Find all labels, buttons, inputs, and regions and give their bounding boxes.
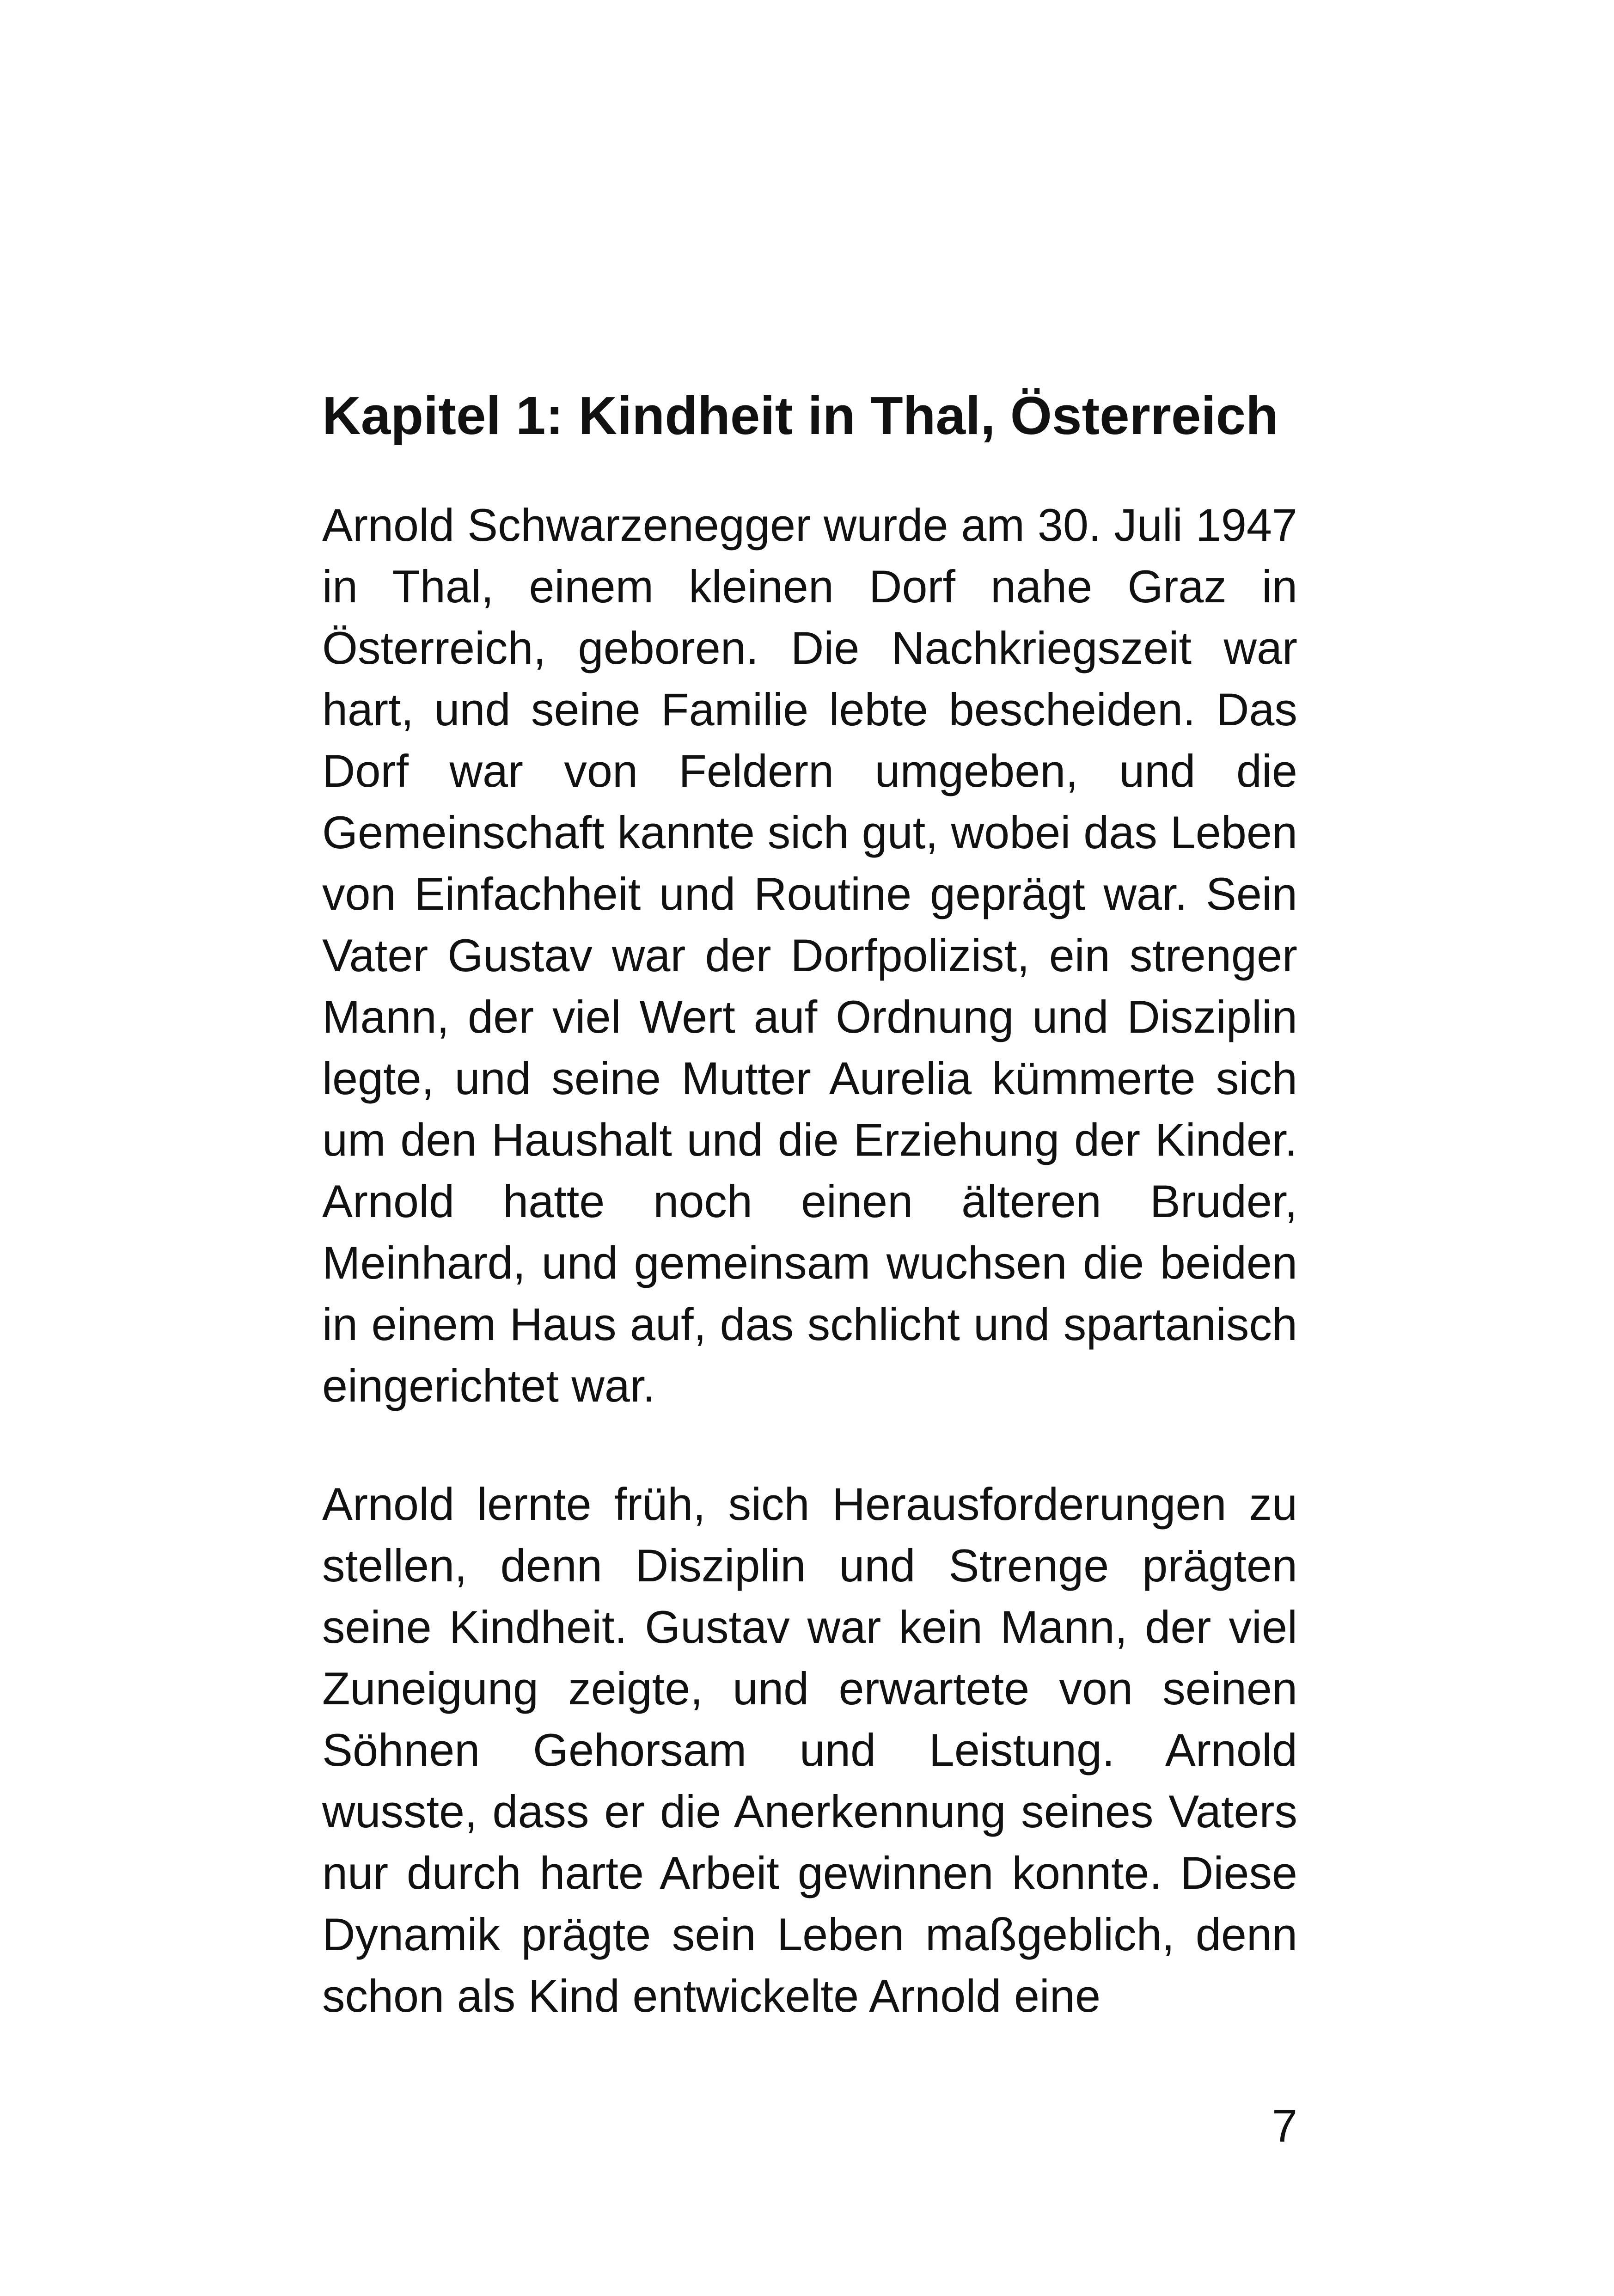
chapter-title: Kapitel 1: Kindheit in Thal, Österreich <box>322 386 1279 446</box>
paragraph-1: Arnold Schwarzenegger wurde am 30. Juli 1947 in Thal, einem kleinen Dorf nahe Graz in Österreich, geboren. Die Nachkriegszeit war hart, und seine Familie lebte bescheiden. Das Dorf war von Feldern umgeben, und die Gemeinschaft kannte sich gut, wobei das Leben von Einfachheit und Routine geprägt war. Sein Vater Gustav war der Dorfpolizist, ein strenger Mann, der viel Wert auf Ordnung und Disziplin legte, und seine Mutter Aurelia kümmerte sich um den Haushalt und die Erziehung der Kinder. Arnold hatte noch einen älteren Bruder, Meinhard, und gemeinsam wuchsen die beiden in einem Haus auf, das schlicht und spartanisch eingerichtet war. <box>322 499 1297 1412</box>
page-number: 7 <box>1272 2100 1297 2151</box>
page-content <box>322 384 1297 2027</box>
paragraph-2: Arnold lernte früh, sich Herausforderungen zu stellen, denn Disziplin und Strenge prägten seine Kindheit. Gustav war kein Mann, der viel Zuneigung zeigte, und erwartete von seinen Söhnen Gehorsam und Leistung. Arnold wusste, dass er die Anerkennung seines Vaters nur durch harte Arbeit gewinnen konnte. Diese Dynamik prägte sein Leben maßgeblich, denn schon als Kind entwickelte Arnold eine <box>322 1478 1297 2022</box>
